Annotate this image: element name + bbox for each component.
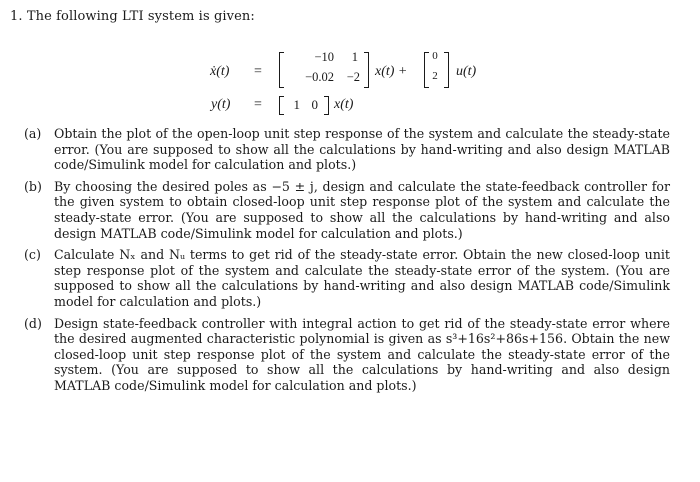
part-c	[24, 247, 670, 309]
matrix-a-cell: −10	[314, 50, 334, 64]
matrix-a-right-bracket	[364, 52, 369, 88]
part-a	[24, 126, 670, 173]
output-equation-x-term: x(t)	[334, 97, 354, 112]
state-equation-x-term: x(t) +	[375, 64, 408, 79]
matrix-b-cell: 0	[432, 50, 438, 62]
part-text: Obtain the plot of the open-loop unit step response of the system and calculate the steady-state error. (You are supposed to show all the calculations by hand-writing and also design MATLAB code/Simulink model for calculation and plots.)	[54, 126, 670, 173]
part-label: (a)	[24, 126, 42, 141]
problem-heading	[10, 9, 255, 24]
matrix-a-cell: −0.02	[305, 70, 334, 84]
part-text: By choosing the desired poles as −5 ± j, design and calculate the state-feedback controller for the given system to obtain closed-loop unit step response plot of the system and calculate the steady-state error. (You are supposed to show all the calculations by hand-writing and also design MATLAB code/Simulink model for calculation and plots.)	[54, 178, 670, 241]
problem-parts	[24, 126, 670, 400]
matrix-c-left-bracket	[279, 96, 284, 115]
part-b	[24, 179, 670, 241]
matrix-c-right-bracket	[324, 96, 329, 115]
matrix-a-cell: 1	[351, 50, 358, 64]
state-equation-u-term: u(t)	[456, 64, 477, 79]
problem-number: 1.	[10, 9, 23, 24]
part-text: Calculate Nₓ and Nᵤ terms to get rid of the steady-state error. Obtain the new closed-loop unit step response plot of the system and calculate the steady-state error of the system. (You are supposed to show all the calculations by hand-writing and also design MATLAB code/Simulink model for calculation and plots.)	[54, 247, 670, 309]
part-d	[24, 316, 670, 394]
matrix-c-cell: 1	[293, 97, 300, 112]
matrix-b-cell: 2	[432, 70, 438, 82]
matrix-b-right-bracket	[444, 52, 449, 88]
part-label: (b)	[24, 178, 42, 194]
matrix-c-cell: 0	[311, 97, 318, 112]
output-equation-lhs: y(t)	[211, 97, 231, 112]
state-equation-lhs: ẋ(t)	[210, 64, 230, 79]
part-label: (d)	[24, 315, 42, 331]
part-label: (c)	[24, 247, 41, 263]
part-text: Design state-feedback controller with integral action to get rid of the steady-state error where the desired augmented characteristic polynomial is given as s³+16s²+86s+156. Obtain the new closed-loop unit step response plot of the system and calculate the steady-state error of the system. (You are supposed to show all the calculations by hand-writing and also design MATLAB code/Simulink model for calculation and plots.)	[54, 315, 670, 393]
output-equation-equals: =	[254, 97, 262, 112]
state-equation-equals: =	[254, 64, 262, 79]
problem-intro: The following LTI system is given:	[26, 9, 255, 24]
matrix-a-left-bracket	[279, 52, 284, 88]
matrix-a-cell: −2	[346, 70, 360, 84]
